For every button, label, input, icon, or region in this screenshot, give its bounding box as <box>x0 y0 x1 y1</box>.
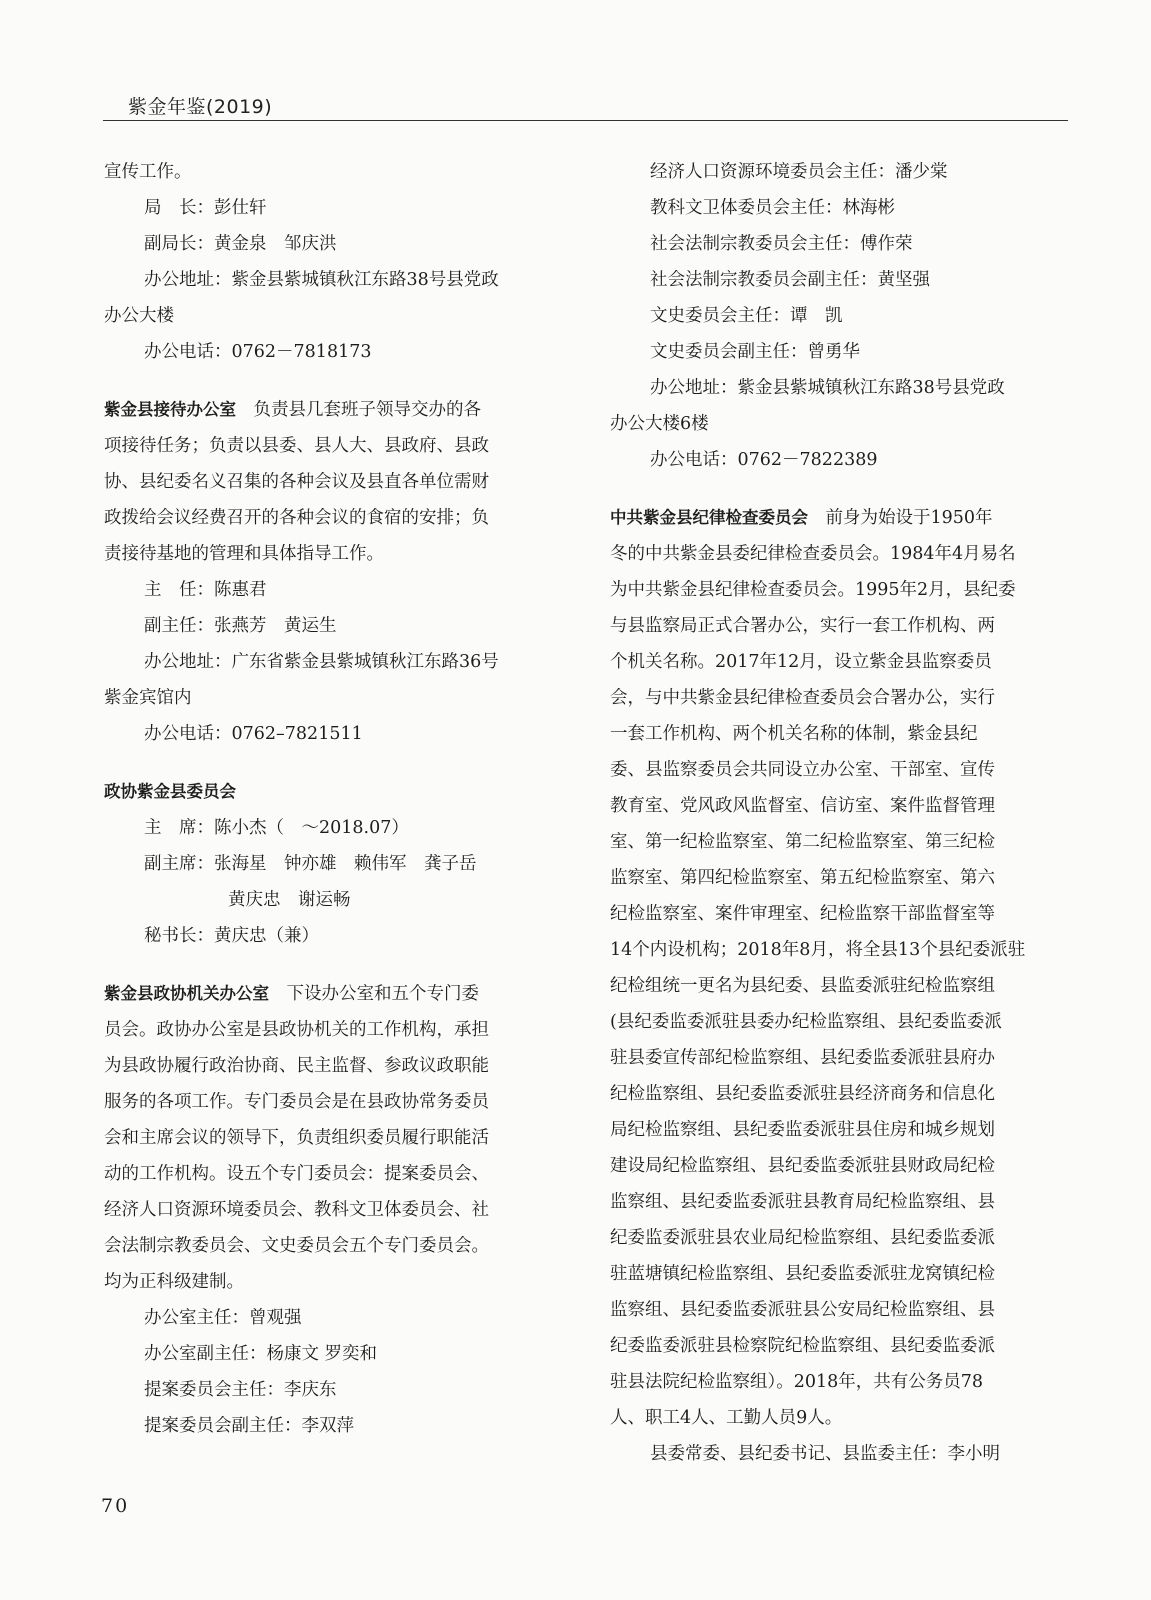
paragraph-text: 前身为始设于1950年 <box>825 508 993 528</box>
paragraph-line: 宣传工作。 <box>104 162 192 182</box>
paragraph-text: 负责县几套班子领导交办的各 <box>253 400 481 420</box>
paragraph-line: 与县监察局正式合署办公，实行一套工作机构、两 <box>610 616 995 636</box>
paragraph-line: 服务的各项工作。专门委员会是在县政协常务委员 <box>104 1092 489 1112</box>
paragraph-line: 人、职工4人、工勤人员9人。 <box>610 1408 843 1428</box>
paragraph-line: 监察组、县纪委监委派驻县教育局纪检监察组、县 <box>610 1192 995 1212</box>
reception-heading: 紫金县接待办公室 <box>104 400 236 419</box>
phone-line: 办公电话：0762–7821511 <box>144 724 363 744</box>
section-gap <box>610 478 1070 500</box>
section-gap <box>104 752 564 774</box>
reception-first-line <box>104 392 564 428</box>
paragraph-line: 责接待基地的管理和具体指导工作。 <box>104 544 384 564</box>
deputy-line: 副主任：张燕芳 黄运生 <box>144 616 337 636</box>
section-gap <box>104 954 564 976</box>
address-line: 办公大楼 <box>104 306 174 326</box>
proposal-director-line: 提案委员会主任：李庆东 <box>144 1380 337 1400</box>
paragraph-text: 下设办公室和五个专门委 <box>286 984 479 1004</box>
paragraph-line: 动的工作机构。设五个专门委员会：提案委员会、 <box>104 1164 489 1184</box>
paragraph-line: 个机关名称。2017年12月，设立紫金县监察委员 <box>610 652 992 672</box>
paragraph-line: 纪检监察室、案件审理室、纪检监察干部监督室等 <box>610 904 995 924</box>
secretary-line: 县委常委、县纪委书记、县监委主任：李小明 <box>650 1444 1000 1464</box>
director-line: 局 长：彭仕轩 <box>144 198 267 218</box>
paragraph-line: 14个内设机构；2018年8月，将全县13个县纪委派驻 <box>610 940 1026 960</box>
vice-chairman-line: 副主席：张海星 钟亦雄 赖伟军 龚子岳 <box>144 854 477 874</box>
phone-line: 办公电话：0762－7818173 <box>144 342 372 362</box>
phone-line: 办公电话：0762－7822389 <box>650 450 878 470</box>
committee-director-line: 文史委员会主任：谭 凯 <box>650 306 843 326</box>
running-header-title: 紫金年鉴(2019) <box>128 96 273 118</box>
paragraph-line: 监察组、县纪委监委派驻县公安局纪检监察组、县 <box>610 1300 995 1320</box>
address-line: 办公地址：广东省紫金县紫城镇秋江东路36号 <box>144 652 499 672</box>
address-line: 办公地址：紫金县紫城镇秋江东路38号县党政 <box>650 378 1005 398</box>
committee-director-line: 经济人口资源环境委员会主任：潘少棠 <box>650 162 948 182</box>
paragraph-line: 为中共紫金县纪律检查委员会。1995年2月，县纪委 <box>610 580 1016 600</box>
paragraph-line: (县纪委监委派驻县委办纪检监察组、县纪委监委派 <box>610 1012 1002 1032</box>
paragraph-line: 驻县法院纪检监察组）。2018年，共有公务员78 <box>610 1372 984 1392</box>
paragraph-line: 纪检监察组、县纪委监委派驻县经济商务和信息化 <box>610 1084 995 1104</box>
paragraph-line: 经济人口资源环境委员会、教科文卫体委员会、社 <box>104 1200 489 1220</box>
left-column <box>104 154 564 1444</box>
cppcc-office-first-line <box>104 976 564 1012</box>
committee-director-line: 教科文卫体委员会主任：林海彬 <box>650 198 895 218</box>
paragraph-line: 教育室、党风政风监督室、信访室、案件监督管理 <box>610 796 995 816</box>
cppcc-heading: 政协紫金县委员会 <box>104 782 236 801</box>
director-line: 主 任：陈惠君 <box>144 580 267 600</box>
cppcc-office-heading: 紫金县政协机关办公室 <box>104 984 269 1003</box>
committee-director-line: 社会法制宗教委员会主任：傅作荣 <box>650 234 913 254</box>
right-column <box>610 154 1070 1472</box>
paragraph-line: 协、县纪委名义召集的各种会议及县直各单位需财 <box>104 472 489 492</box>
section-gap <box>104 370 564 392</box>
vice-chairman-line: 黄庆忠 谢运畅 <box>228 890 351 910</box>
paragraph-line: 会法制宗教委员会、文史委员会五个专门委员会。 <box>104 1236 489 1256</box>
paragraph-line: 驻县委宣传部纪检监察组、县纪委监委派驻县府办 <box>610 1048 995 1068</box>
address-line: 紫金宾馆内 <box>104 688 192 708</box>
discipline-heading: 中共紫金县纪律检查委员会 <box>610 508 808 527</box>
discipline-first-line <box>610 500 1070 536</box>
paragraph-line: 纪委监委派驻县农业局纪检监察组、县纪委监委派 <box>610 1228 995 1248</box>
header-divider <box>103 120 1068 121</box>
paragraph-line: 纪委监委派驻县检察院纪检监察组、县纪委监委派 <box>610 1336 995 1356</box>
paragraph-line: 项接待任务；负责以县委、县人大、县政府、县政 <box>104 436 489 456</box>
deputy-line: 副局长：黄金泉 邹庆洪 <box>144 234 337 254</box>
address-line: 办公地址：紫金县紫城镇秋江东路38号县党政 <box>144 270 499 290</box>
paragraph-line: 员会。政协办公室是县政协机关的工作机构，承担 <box>104 1020 489 1040</box>
paragraph-line: 政拨给会议经费召开的各种会议的食宿的安排；负 <box>104 508 489 528</box>
paragraph-line: 局纪检监察组、县纪委监委派驻县住房和城乡规划 <box>610 1120 995 1140</box>
paragraph-line: 会，与中共紫金县纪律检查委员会合署办公，实行 <box>610 688 995 708</box>
office-deputy-line: 办公室副主任：杨康文 罗奕和 <box>144 1344 378 1364</box>
paragraph-line: 冬的中共紫金县委纪律检查委员会。1984年4月易名 <box>610 544 1016 564</box>
paragraph-line: 一套工作机构、两个机关名称的体制，紫金县纪 <box>610 724 978 744</box>
paragraph-line: 均为正科级建制。 <box>104 1272 244 1292</box>
paragraph-line: 驻蓝塘镇纪检监察组、县纪委监委派驻龙窝镇纪检 <box>610 1264 995 1284</box>
proposal-deputy-line: 提案委员会副主任：李双萍 <box>144 1416 354 1436</box>
address-line: 办公大楼6楼 <box>610 414 709 434</box>
secretary-line: 秘书长：黄庆忠（兼） <box>144 926 319 946</box>
paragraph-line: 室、第一纪检监察室、第二纪检监察室、第三纪检 <box>610 832 995 852</box>
paragraph-line: 纪检组统一更名为县纪委、县监委派驻纪检监察组 <box>610 976 995 996</box>
committee-deputy-line: 社会法制宗教委员会副主任：黄坚强 <box>650 270 930 290</box>
paragraph-line: 为县政协履行政治协商、民主监督、参政议政职能 <box>104 1056 489 1076</box>
paragraph-line: 会和主席会议的领导下，负责组织委员履行职能活 <box>104 1128 489 1148</box>
chairman-line: 主 席：陈小杰（ ～2018.07） <box>144 818 409 838</box>
page-number: 70 <box>101 1495 130 1517</box>
office-director-line: 办公室主任：曾观强 <box>144 1308 302 1328</box>
committee-deputy-line: 文史委员会副主任：曾勇华 <box>650 342 860 362</box>
paragraph-line: 建设局纪检监察组、县纪委监委派驻县财政局纪检 <box>610 1156 995 1176</box>
paragraph-line: 监察室、第四纪检监察室、第五纪检监察室、第六 <box>610 868 995 888</box>
paragraph-line: 委、县监察委员会共同设立办公室、干部室、宣传 <box>610 760 995 780</box>
